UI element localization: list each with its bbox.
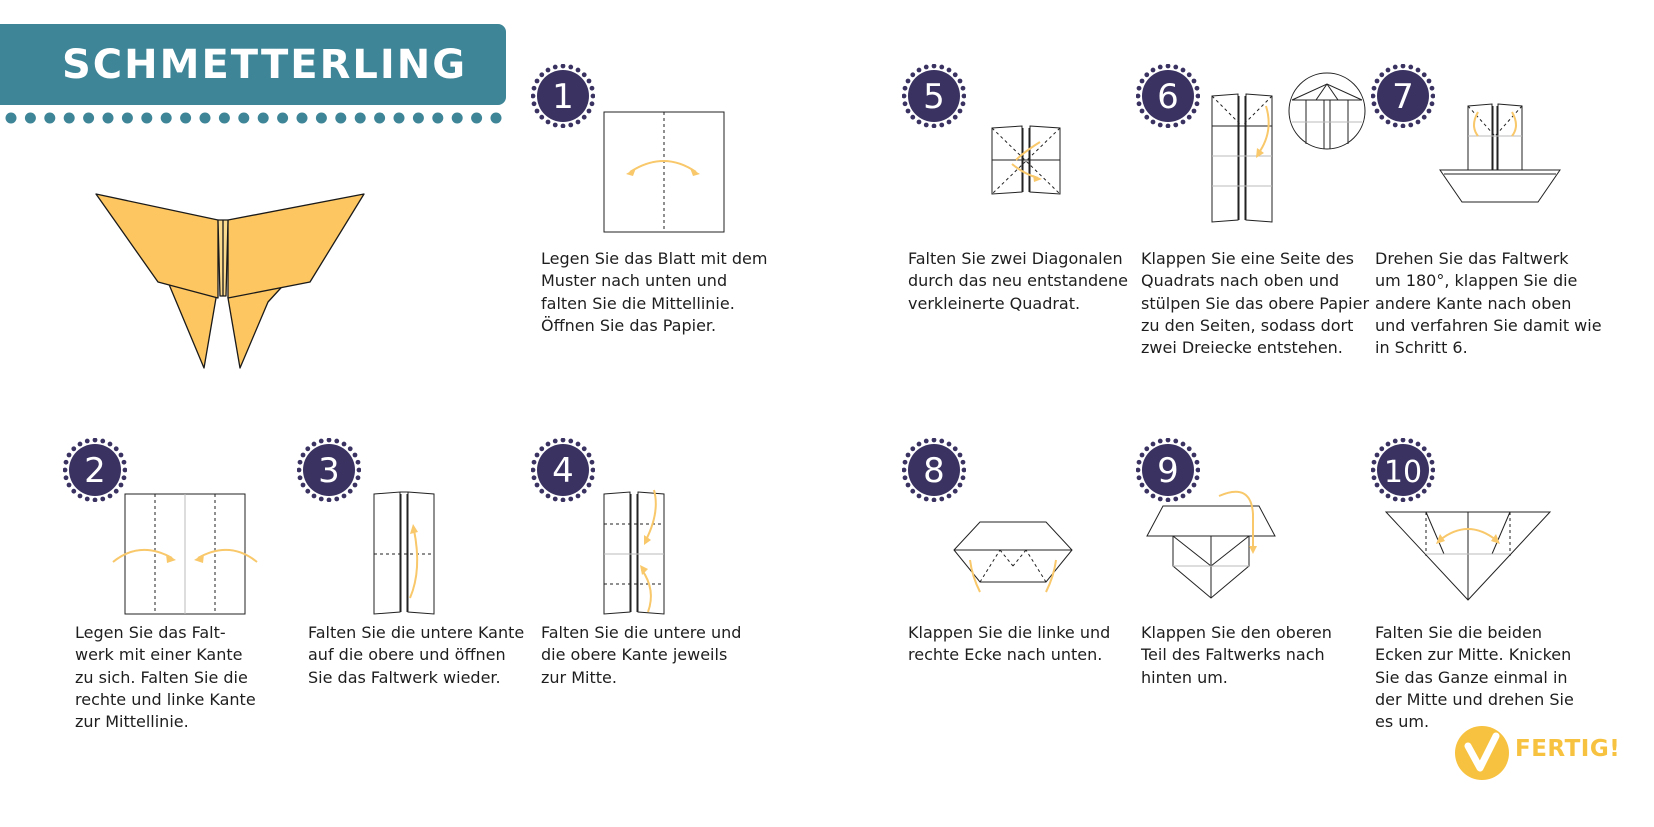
step-8-text <box>908 622 1138 667</box>
fold-diagram-step-5 <box>988 124 1064 196</box>
step-1-text <box>541 248 771 337</box>
page-title: SCHMETTERLING <box>62 42 468 88</box>
step-text-line: zu den Seiten, sodass dort <box>1141 315 1354 335</box>
fold-diagram-step-9 <box>1143 488 1283 600</box>
step-text-line: Sie das Faltwerk wieder. <box>308 667 501 687</box>
step-text-line: zwei Dreiecke entstehen. <box>1141 338 1343 358</box>
step-5-badge <box>902 64 966 128</box>
step-number: 8 <box>923 451 945 491</box>
step-text-line: Legen Sie das Falt- <box>75 623 226 642</box>
step-text-line: Muster nach unten und <box>541 271 728 291</box>
done-label: FERTIG! <box>1515 736 1621 762</box>
step-text-line: zur Mitte. <box>541 667 617 687</box>
step-text-line: Quadrats nach oben und <box>1141 271 1340 291</box>
step-9-text <box>1141 622 1371 689</box>
step-10-text <box>1375 622 1605 733</box>
step-text-line: Falten Sie die beiden <box>1375 623 1542 642</box>
fold-diagram-step-8 <box>950 520 1076 600</box>
step-2-text <box>75 622 305 733</box>
step-text-line: in Schritt 6. <box>1375 338 1468 358</box>
step-text-line: andere Kante nach oben <box>1375 293 1572 313</box>
step-text-line: falten Sie die Mittellinie. <box>541 293 735 313</box>
step-text-line: Öffnen Sie das Papier. <box>541 315 717 335</box>
step-text-line: der Mitte und drehen Sie <box>1375 689 1574 709</box>
step-number: 1 <box>552 77 574 117</box>
checkmark-icon <box>1453 724 1511 782</box>
step-8-badge <box>902 438 966 502</box>
step-number: 3 <box>318 451 340 491</box>
title-banner <box>0 24 506 105</box>
step-text-line: werk mit einer Kante <box>75 645 243 665</box>
step-text-line: Falten Sie die untere und <box>541 623 742 642</box>
step-number: 7 <box>1392 77 1414 117</box>
fold-diagram-step-6 <box>1208 92 1278 224</box>
step-text-line: rechte Ecke nach unten. <box>908 645 1103 665</box>
fold-diagram-step-1 <box>600 110 725 235</box>
step-text-line: Klappen Sie eine Seite des <box>1141 249 1354 268</box>
step-text-line: es um. <box>1375 712 1430 732</box>
step-7-text <box>1375 248 1605 359</box>
step-number: 9 <box>1157 451 1179 491</box>
step-text-line: Falten Sie die untere Kante <box>308 623 525 642</box>
step-10-badge <box>1371 438 1435 502</box>
step-text-line: Teil des Faltwerks nach <box>1141 645 1325 665</box>
step-text-line: stülpen Sie das obere Papier <box>1141 293 1370 313</box>
fold-diagram-step-10 <box>1382 508 1554 604</box>
step-text-line: Klappen Sie die linke und <box>908 623 1111 642</box>
step-number: 5 <box>923 77 945 117</box>
step-number: 2 <box>84 451 106 491</box>
step-text-line: Falten Sie zwei Diagonalen <box>908 249 1123 268</box>
step-text-line: hinten um. <box>1141 667 1228 687</box>
step-number: 4 <box>552 451 574 491</box>
step-text-line: Drehen Sie das Faltwerk <box>1375 249 1569 268</box>
step-6-text <box>1141 248 1371 359</box>
step-4-badge <box>531 438 595 502</box>
step-1-badge <box>531 64 595 128</box>
step-text-line: auf die obere und öffnen <box>308 645 506 665</box>
step-5-text <box>908 248 1138 315</box>
butterfly-illustration <box>90 178 370 378</box>
step-3-badge <box>297 438 361 502</box>
step-3-text <box>308 622 538 689</box>
step-text-line: die obere Kante jeweils <box>541 645 728 665</box>
step-text-line: durch das neu entstandene <box>908 271 1128 291</box>
fold-diagram-step-7 <box>1438 102 1562 202</box>
step-text-line: Klappen Sie den oberen <box>1141 623 1332 642</box>
step-4-text <box>541 622 771 689</box>
fold-diagram-step-4 <box>600 490 670 615</box>
step-number: 6 <box>1157 77 1179 117</box>
step-6-badge <box>1136 64 1200 128</box>
step-text-line: zur Mittellinie. <box>75 712 189 732</box>
step-text-line: verkleinerte Quadrat. <box>908 293 1081 313</box>
step-text-line: zu sich. Falten Sie die <box>75 667 248 687</box>
step-number: 10 <box>1383 455 1423 490</box>
step-7-badge <box>1371 64 1435 128</box>
step-text-line: rechte und linke Kante <box>75 689 256 709</box>
step-text-line: um 180°, klappen Sie die <box>1375 271 1578 291</box>
step-text-line: Ecken zur Mitte. Knicken <box>1375 645 1572 665</box>
dotted-divider <box>4 111 504 125</box>
step-text-line: und verfahren Sie damit wie <box>1375 315 1602 335</box>
step-text-line: Sie das Ganze einmal in <box>1375 667 1568 687</box>
fold-diagram-step-2 <box>110 490 260 615</box>
step-text-line: Legen Sie das Blatt mit dem <box>541 249 768 268</box>
fold-detail-circle <box>1286 70 1368 152</box>
fold-diagram-step-3 <box>370 490 440 615</box>
